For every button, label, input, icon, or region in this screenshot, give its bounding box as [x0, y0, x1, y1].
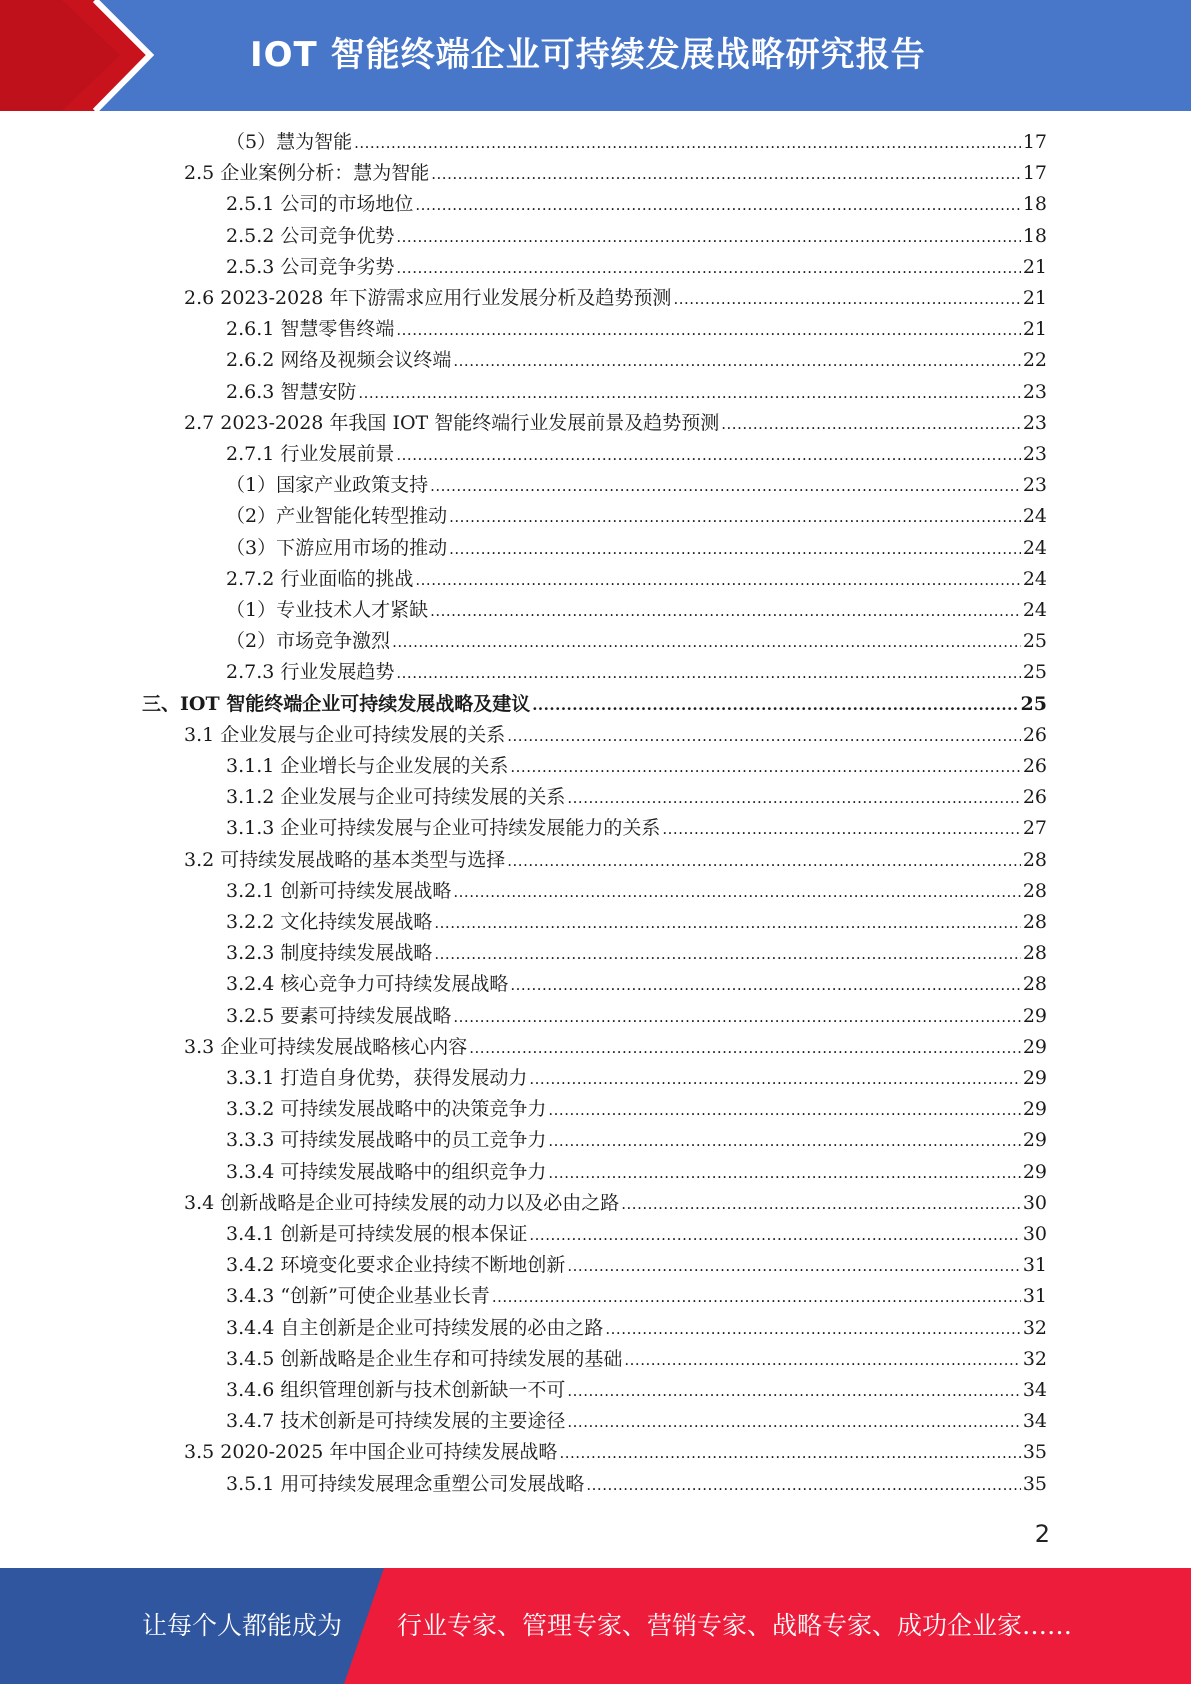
toc-entry[interactable]: [226, 657, 1047, 688]
toc-entry[interactable]: [226, 1250, 1047, 1281]
toc-entry[interactable]: [226, 938, 1047, 969]
toc-entry-title: 3.4.4 自主创新是企业可持续发展的必由之路: [226, 1316, 604, 1339]
toc-entry-page: 24: [1022, 505, 1047, 528]
toc-entry-title: 3.1.3 企业可持续发展与企业可持续发展能力的关系: [226, 817, 661, 840]
toc-entry-title: 3.4.1 创新是可持续发展的根本保证: [226, 1223, 528, 1245]
toc-dot-leader: [548, 1157, 1020, 1188]
toc-entry[interactable]: [226, 501, 1047, 532]
toc-dot-leader: [529, 1219, 1020, 1250]
toc-entry-title: 2.6 2023-2028 年下游需求应用行业发展分析及趋势预测: [184, 287, 672, 309]
toc-entry[interactable]: [226, 252, 1047, 283]
toc-dot-leader: [567, 1375, 1020, 1406]
toc-entry[interactable]: [142, 689, 1047, 720]
toc-dot-leader: [567, 1250, 1020, 1281]
toc-dot-leader: [567, 782, 1020, 813]
toc-entry-page: 24: [1022, 599, 1047, 621]
toc-entry[interactable]: [226, 189, 1047, 220]
toc-entry-page: 26: [1022, 723, 1047, 746]
toc-entry-title: 3.2.5 要素可持续发展战略: [226, 1004, 452, 1027]
toc-dot-leader: [396, 221, 1020, 252]
toc-entry-title: （2）市场竞争激烈: [226, 630, 391, 653]
toc-dot-leader: [586, 1469, 1020, 1500]
toc-entry[interactable]: [226, 626, 1047, 657]
toc-entry-title: 3.4.6 组织管理创新与技术创新缺一不可: [226, 1379, 566, 1401]
toc-entry-page: 21: [1022, 287, 1047, 309]
toc-entry-page: 17: [1022, 131, 1047, 153]
toc-entry-title: 2.7.2 行业面临的挑战: [226, 567, 414, 590]
toc-dot-leader: [605, 1313, 1020, 1344]
toc-dot-leader: [434, 938, 1020, 969]
toc-entry[interactable]: [226, 782, 1047, 813]
toc-entry-page: 28: [1022, 911, 1047, 933]
toc-entry[interactable]: [226, 314, 1047, 345]
toc-entry-title: 3.4.2 环境变化要求企业持续不断地创新: [226, 1254, 566, 1277]
toc-entry-page: 18: [1022, 224, 1047, 247]
toc-dot-leader: [624, 1344, 1020, 1375]
toc-dot-leader: [415, 189, 1020, 220]
toc-entry-title: 3.2.1 创新可持续发展战略: [226, 879, 452, 902]
toc-entry[interactable]: [184, 1188, 1047, 1219]
toc-entry[interactable]: [226, 876, 1047, 907]
toc-entry-page: 34: [1022, 1379, 1047, 1401]
toc-entry-title: 3.4 创新战略是企业可持续发展的动力以及必由之路: [184, 1191, 620, 1214]
toc-entry-page: 29: [1022, 1129, 1047, 1152]
toc-entry[interactable]: [184, 158, 1047, 189]
toc-entry-page: 30: [1022, 1191, 1047, 1214]
toc-entry[interactable]: [226, 1344, 1047, 1375]
toc-entry[interactable]: [226, 1281, 1047, 1312]
toc-entry-title: 2.7.3 行业发展趋势: [226, 661, 395, 684]
toc-entry-title: 3.2.3 制度持续发展战略: [226, 942, 433, 965]
toc-entry-page: 26: [1022, 755, 1047, 777]
toc-entry-title: 3.3 企业可持续发展战略核心内容: [184, 1035, 468, 1058]
toc-entry-page: 31: [1022, 1254, 1047, 1277]
toc-entry-title: （1）专业技术人才紧缺: [226, 599, 429, 621]
toc-entry-page: 30: [1022, 1223, 1047, 1245]
footer-slogan-left: 让每个人都能成为: [142, 1611, 343, 1640]
toc-entry-title: 3.1.2 企业发展与企业可持续发展的关系: [226, 786, 566, 809]
toc-dot-leader: [392, 626, 1021, 657]
toc-entry-page: 23: [1022, 411, 1047, 434]
toc-entry[interactable]: [226, 1125, 1047, 1156]
toc-entry-page: 28: [1022, 879, 1047, 902]
toc-dot-leader: [532, 689, 1018, 720]
toc-entry-title: 3.5 2020-2025 年中国企业可持续发展战略: [184, 1441, 558, 1464]
toc-entry[interactable]: [184, 1032, 1047, 1063]
toc-entry-page: 22: [1022, 349, 1047, 372]
toc-entry[interactable]: [226, 1375, 1047, 1406]
toc-entry-title: 3.3.2 可持续发展战略中的决策竞争力: [226, 1098, 547, 1121]
toc-entry[interactable]: [226, 439, 1047, 470]
toc-entry-title: 2.5.2 公司竞争优势: [226, 224, 395, 247]
toc-entry-title: 2.5.3 公司竞争劣势: [226, 255, 395, 278]
toc-entry-page: 23: [1022, 380, 1047, 403]
toc-dot-leader: [559, 1437, 1020, 1468]
page-footer: [0, 1568, 1191, 1684]
toc-entry-page: 17: [1022, 162, 1047, 185]
toc-entry-page: 23: [1022, 443, 1047, 465]
toc-dot-leader: [449, 501, 1021, 532]
toc-entry[interactable]: [226, 1313, 1047, 1344]
toc-entry-page: 27: [1022, 817, 1047, 840]
toc-entry-page: 34: [1022, 1410, 1047, 1433]
toc-entry[interactable]: [226, 221, 1047, 252]
toc-dot-leader: [621, 1188, 1021, 1219]
toc-entry[interactable]: [226, 345, 1047, 376]
toc-entry[interactable]: [226, 751, 1047, 782]
toc-entry-title: 三、IOT 智能终端企业可持续发展战略及建议: [142, 692, 531, 715]
toc-entry[interactable]: [226, 813, 1047, 844]
toc-entry[interactable]: [226, 969, 1047, 1000]
toc-entry[interactable]: [226, 564, 1047, 595]
toc-entry-page: 29: [1022, 1160, 1047, 1183]
toc-entry-title: 3.2.2 文化持续发展战略: [226, 911, 433, 933]
toc-dot-leader: [453, 1001, 1020, 1032]
toc-entry-title: 2.7 2023-2028 年我国 IOT 智能终端行业发展前景及趋势预测: [184, 411, 720, 434]
toc-dot-leader: [492, 1281, 1021, 1312]
toc-entry-page: 25: [1022, 661, 1047, 684]
toc-dot-leader: [548, 1094, 1020, 1125]
toc-entry-page: 28: [1022, 942, 1047, 965]
toc-entry-page: 21: [1022, 318, 1047, 341]
toc-entry-title: 3.2.4 核心竞争力可持续发展战略: [226, 973, 509, 996]
toc-entry-page: 26: [1022, 786, 1047, 809]
toc-dot-leader: [396, 252, 1020, 283]
toc-dot-leader: [548, 1125, 1020, 1156]
toc-entry[interactable]: [226, 1469, 1047, 1500]
toc-dot-leader: [453, 345, 1020, 376]
toc-entry[interactable]: [226, 533, 1047, 564]
toc-dot-leader: [673, 283, 1020, 314]
toc-entry-page: 24: [1022, 536, 1047, 559]
toc-dot-leader: [358, 377, 1020, 408]
toc-entry-page: 35: [1022, 1472, 1047, 1495]
toc-dot-leader: [510, 969, 1020, 1000]
toc-entry[interactable]: [226, 1001, 1047, 1032]
toc-entry-title: 2.5 企业案例分析：慧为智能: [184, 162, 430, 185]
toc-dot-leader: [507, 845, 1021, 876]
toc-entry-page: 24: [1022, 567, 1047, 590]
toc-entry-title: 2.6.1 智慧零售终端: [226, 318, 395, 341]
toc-dot-leader: [430, 595, 1021, 626]
toc-entry-page: 23: [1022, 474, 1047, 497]
toc-entry-page: 32: [1022, 1347, 1047, 1370]
toc-entry-page: 32: [1022, 1316, 1047, 1339]
toc-entry-page: 29: [1022, 1035, 1047, 1058]
toc-entry[interactable]: [226, 1063, 1047, 1094]
toc-entry[interactable]: [226, 595, 1047, 626]
toc-entry-page: 29: [1022, 1098, 1047, 1121]
toc-entry-page: 18: [1022, 193, 1047, 216]
report-header: [0, 0, 1191, 111]
toc-entry-title: 3.1.1 企业增长与企业发展的关系: [226, 755, 509, 777]
toc-entry-title: 3.3.4 可持续发展战略中的组织竞争力: [226, 1160, 547, 1183]
toc-entry-title: 3.2 可持续发展战略的基本类型与选择: [184, 848, 506, 871]
toc-entry-title: （3）下游应用市场的推动: [226, 536, 448, 559]
toc-dot-leader: [662, 813, 1020, 844]
footer-slogan-right: 行业专家、管理专家、营销专家、战略专家、成功企业家……: [397, 1611, 1073, 1640]
toc-entry[interactable]: [226, 377, 1047, 408]
toc-entry-title: 2.6.3 智慧安防: [226, 380, 357, 403]
toc-entry[interactable]: [184, 1437, 1047, 1468]
page-number: 2: [1034, 1520, 1050, 1548]
toc-entry[interactable]: [226, 127, 1047, 158]
toc-entry-title: 3.3.1 打造自身优势，获得发展动力: [226, 1067, 528, 1089]
toc-dot-leader: [396, 439, 1020, 470]
toc-dot-leader: [434, 907, 1020, 938]
toc-entry-title: 2.6.2 网络及视频会议终端: [226, 349, 452, 372]
toc-entry[interactable]: [226, 470, 1047, 501]
toc-dot-leader: [415, 564, 1020, 595]
toc-dot-leader: [430, 470, 1021, 501]
toc-dot-leader: [507, 720, 1021, 751]
toc-entry-title: 2.5.1 公司的市场地位: [226, 193, 414, 216]
toc-entry[interactable]: [226, 1406, 1047, 1437]
toc-dot-leader: [396, 314, 1020, 345]
toc-dot-leader: [469, 1032, 1021, 1063]
report-title: IOT 智能终端企业可持续发展战略研究报告: [250, 35, 926, 75]
toc-entry-page: 25: [1022, 630, 1047, 653]
toc-entry-title: 3.4.3 “创新”可使企业基业长青: [226, 1285, 490, 1308]
toc-dot-leader: [396, 657, 1020, 688]
toc-entry-title: 3.4.5 创新战略是企业生存和可持续发展的基础: [226, 1347, 623, 1370]
toc-dot-leader: [453, 876, 1020, 907]
toc-entry[interactable]: [184, 720, 1047, 751]
toc-entry-title: 3.1 企业发展与企业可持续发展的关系: [184, 723, 506, 746]
toc-entry[interactable]: [184, 283, 1047, 314]
toc-entry-page: 29: [1022, 1004, 1047, 1027]
toc-entry[interactable]: [226, 1157, 1047, 1188]
toc-entry-title: 2.7.1 行业发展前景: [226, 443, 395, 465]
toc-dot-leader: [529, 1063, 1020, 1094]
toc-entry-page: 35: [1022, 1441, 1047, 1464]
toc-entry[interactable]: [226, 1094, 1047, 1125]
toc-entry-page: 31: [1022, 1285, 1047, 1308]
toc-entry-page: 25: [1020, 692, 1047, 715]
toc-dot-leader: [567, 1406, 1020, 1437]
toc-dot-leader: [449, 533, 1021, 564]
toc-entry[interactable]: [226, 1219, 1047, 1250]
toc-entry-page: 28: [1022, 848, 1047, 871]
toc-entry-title: 3.5.1 用可持续发展理念重塑公司发展战略: [226, 1472, 585, 1495]
toc-entry[interactable]: [226, 907, 1047, 938]
toc-dot-leader: [510, 751, 1020, 782]
toc-entry-title: （2）产业智能化转型推动: [226, 505, 448, 528]
toc-entry[interactable]: [184, 845, 1047, 876]
toc-dot-leader: [721, 408, 1021, 439]
toc-entry[interactable]: [184, 408, 1047, 439]
toc-entry-title: （5）慧为智能: [226, 131, 353, 153]
toc-dot-leader: [354, 127, 1021, 158]
toc-entry-page: 28: [1022, 973, 1047, 996]
toc-dot-leader: [431, 158, 1021, 189]
toc-entry-title: 3.4.7 技术创新是可持续发展的主要途径: [226, 1410, 566, 1433]
toc-entry-title: 3.3.3 可持续发展战略中的员工竞争力: [226, 1129, 547, 1152]
toc-entry-page: 21: [1022, 255, 1047, 278]
toc-entry-title: （1）国家产业政策支持: [226, 474, 429, 497]
toc-entry-page: 29: [1022, 1067, 1047, 1089]
